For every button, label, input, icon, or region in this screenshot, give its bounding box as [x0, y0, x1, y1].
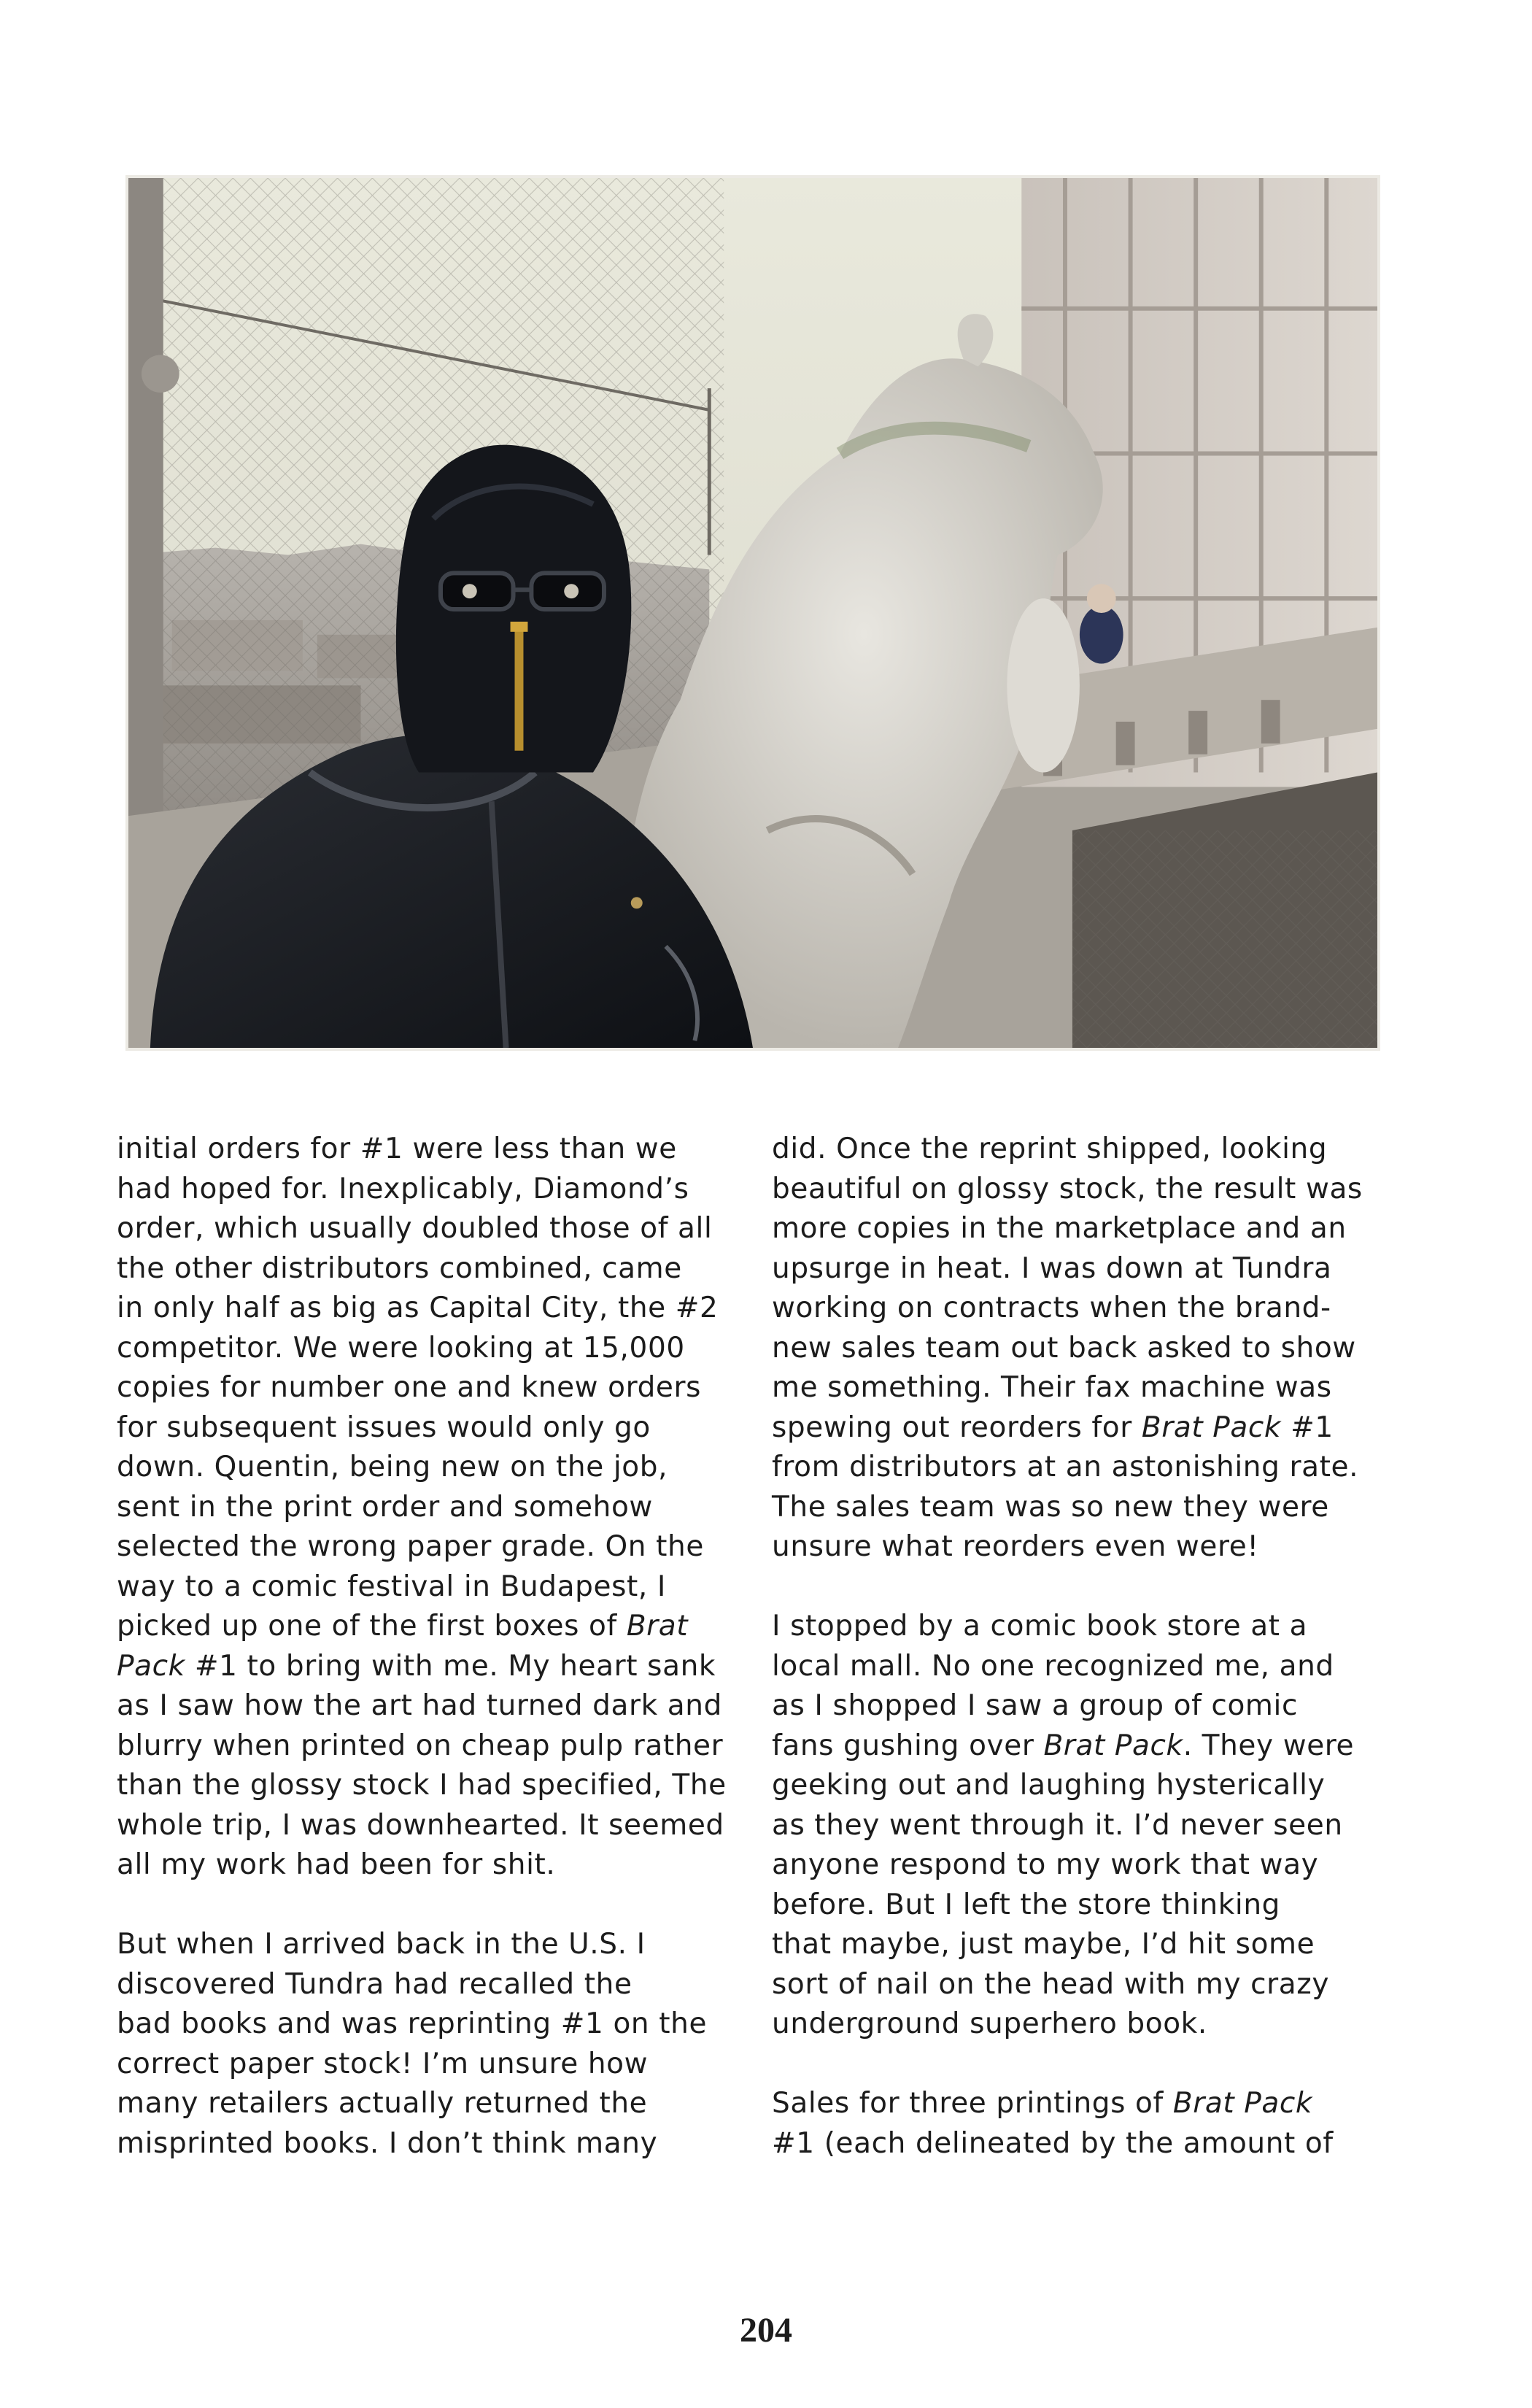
text-line	[117, 1607, 759, 1647]
text-line	[117, 1726, 759, 1767]
text-line	[772, 1965, 1414, 2005]
text-line	[772, 1408, 1414, 1448]
text-line	[772, 1170, 1414, 1210]
text-line	[772, 2004, 1414, 2045]
text-run: new sales team out back asked to show	[772, 1331, 1356, 1365]
text-run: had hoped for. Inexplicably, Diamond’s	[117, 1172, 689, 1205]
text-line	[117, 1170, 759, 1210]
text-line	[772, 1368, 1414, 1408]
text-run: But when I arrived back in the U.S. I	[117, 1928, 646, 1961]
text-line	[772, 1130, 1414, 1170]
text-run: sent in the print order and somehow	[117, 1490, 653, 1524]
paragraph-break	[772, 2045, 1414, 2085]
text-line	[772, 1448, 1414, 1488]
italic-title: Brat	[626, 1610, 689, 1643]
text-line	[117, 1647, 759, 1687]
text-line	[772, 1527, 1414, 1567]
text-run: The sales team was so new they were	[772, 1490, 1329, 1524]
text-run: that maybe, just maybe, I’d hit some	[772, 1928, 1315, 1961]
text-line	[772, 2084, 1414, 2124]
text-run: underground superhero book.	[772, 2007, 1207, 2040]
text-run: local mall. No one recognized me, and	[772, 1649, 1334, 1683]
paragraph-break	[117, 1886, 759, 1926]
text-line	[117, 2045, 759, 2085]
text-line	[772, 1925, 1414, 1965]
text-line	[772, 1329, 1414, 1369]
text-run: many retailers actually returned the	[117, 2087, 648, 2120]
text-run: fans gushing over	[772, 1729, 1044, 1762]
text-run: spewing out reorders for	[772, 1411, 1142, 1444]
text-run: working on contracts when the brand-	[772, 1292, 1331, 1324]
text-line	[772, 1488, 1414, 1528]
text-line	[117, 1329, 759, 1369]
text-line	[117, 1209, 759, 1249]
text-line	[772, 1249, 1414, 1289]
page-number: 204	[740, 2311, 792, 2350]
text-line	[117, 1408, 759, 1448]
text-line	[772, 1726, 1414, 1767]
text-run: for subsequent issues would only go	[117, 1411, 651, 1444]
photo	[125, 175, 1380, 1051]
photo-image	[128, 178, 1377, 1048]
text-run: as I shopped I saw a group of comic	[772, 1689, 1299, 1722]
text-run: picked up one of the first boxes of	[117, 1610, 627, 1643]
left-column	[117, 1130, 759, 2164]
text-line	[117, 2084, 759, 2124]
text-line	[772, 1607, 1414, 1647]
text-run: misprinted books. I don’t think many	[117, 2126, 658, 2160]
text-line	[117, 1527, 759, 1567]
text-run: sort of nail on the head with my crazy	[772, 1967, 1330, 2001]
text-run: way to a comic festival in Budapest, I	[117, 1570, 667, 1603]
text-line	[117, 1965, 759, 2005]
italic-title: Pack	[117, 1649, 185, 1683]
text-line	[117, 1766, 759, 1806]
text-run: than the glossy stock I had specified, The	[117, 1769, 727, 1802]
italic-title: Brat Pack	[1172, 2087, 1313, 2120]
text-run: down. Quentin, being new on the job,	[117, 1451, 668, 1483]
text-line	[117, 1925, 759, 1965]
text-run: initial orders for #1 were less than we	[117, 1132, 677, 1165]
text-line	[772, 1766, 1414, 1806]
text-run: #1 to bring with me. My heart sank	[185, 1649, 716, 1683]
text-line	[117, 1368, 759, 1408]
text-run: blurry when printed on cheap pulp rather	[117, 1729, 724, 1762]
text-run: discovered Tundra had recalled the	[117, 1967, 632, 2001]
text-run: as they went through it. I’d never seen	[772, 1808, 1343, 1842]
text-line	[117, 1488, 759, 1528]
text-run: unsure what reorders even were!	[772, 1530, 1259, 1563]
text-run: correct paper stock! I’m unsure how	[117, 2047, 649, 2080]
text-line	[117, 1448, 759, 1488]
text-run: before. But I left the store thinking	[772, 1888, 1281, 1921]
text-run: copies for number one and knew orders	[117, 1371, 702, 1404]
text-run: upsurge in heat. I was down at Tundra	[772, 1251, 1332, 1285]
text-run: competitor. We were looking at 15,000	[117, 1331, 685, 1365]
text-run: all my work had been for shit.	[117, 1848, 556, 1881]
text-run: did. Once the reprint shipped, looking	[772, 1132, 1328, 1165]
text-run: #1	[1281, 1411, 1334, 1444]
text-run: . They were	[1183, 1729, 1355, 1762]
text-line	[117, 2004, 759, 2045]
text-run: #1 (each delineated by the amount of	[772, 2126, 1334, 2160]
text-run: more copies in the marketplace and an	[772, 1212, 1347, 1245]
text-line	[772, 1845, 1414, 1886]
text-line	[117, 1130, 759, 1170]
text-run: the other distributors combined, came	[117, 1251, 682, 1285]
text-run: anyone respond to my work that way	[772, 1848, 1319, 1881]
italic-title: Brat Pack	[1141, 1411, 1282, 1444]
text-run: selected the wrong paper grade. On the	[117, 1530, 704, 1563]
text-line	[117, 1289, 759, 1329]
text-run: from distributors at an astonishing rate.	[772, 1451, 1359, 1483]
italic-title: Brat Pack	[1043, 1729, 1183, 1762]
text-line	[117, 1806, 759, 1846]
text-line	[772, 1209, 1414, 1249]
text-line	[117, 2124, 759, 2164]
text-run: in only half as big as Capital City, the #2	[117, 1292, 719, 1324]
text-run: whole trip, I was downhearted. It seemed	[117, 1808, 724, 1842]
text-line	[117, 1845, 759, 1886]
text-line	[772, 1886, 1414, 1926]
text-run: as I saw how the art had turned dark and	[117, 1689, 722, 1722]
text-run: geeking out and laughing hysterically	[772, 1769, 1326, 1802]
text-run: I stopped by a comic book store at a	[772, 1610, 1308, 1643]
text-line	[772, 2124, 1414, 2164]
text-line	[772, 1647, 1414, 1687]
text-line	[117, 1686, 759, 1726]
text-line	[772, 1806, 1414, 1846]
text-line	[117, 1567, 759, 1608]
text-run: order, which usually doubled those of all	[117, 1212, 713, 1245]
paragraph-break	[772, 1567, 1414, 1608]
text-run: beautiful on glossy stock, the result was	[772, 1172, 1363, 1205]
right-column	[772, 1130, 1414, 2164]
text-run: Sales for three printings of	[772, 2087, 1173, 2120]
text-line	[772, 1289, 1414, 1329]
text-run: me something. Their fax machine was	[772, 1371, 1332, 1404]
text-line	[117, 1249, 759, 1289]
text-run: bad books and was reprinting #1 on the	[117, 2007, 708, 2040]
text-line	[772, 1686, 1414, 1726]
